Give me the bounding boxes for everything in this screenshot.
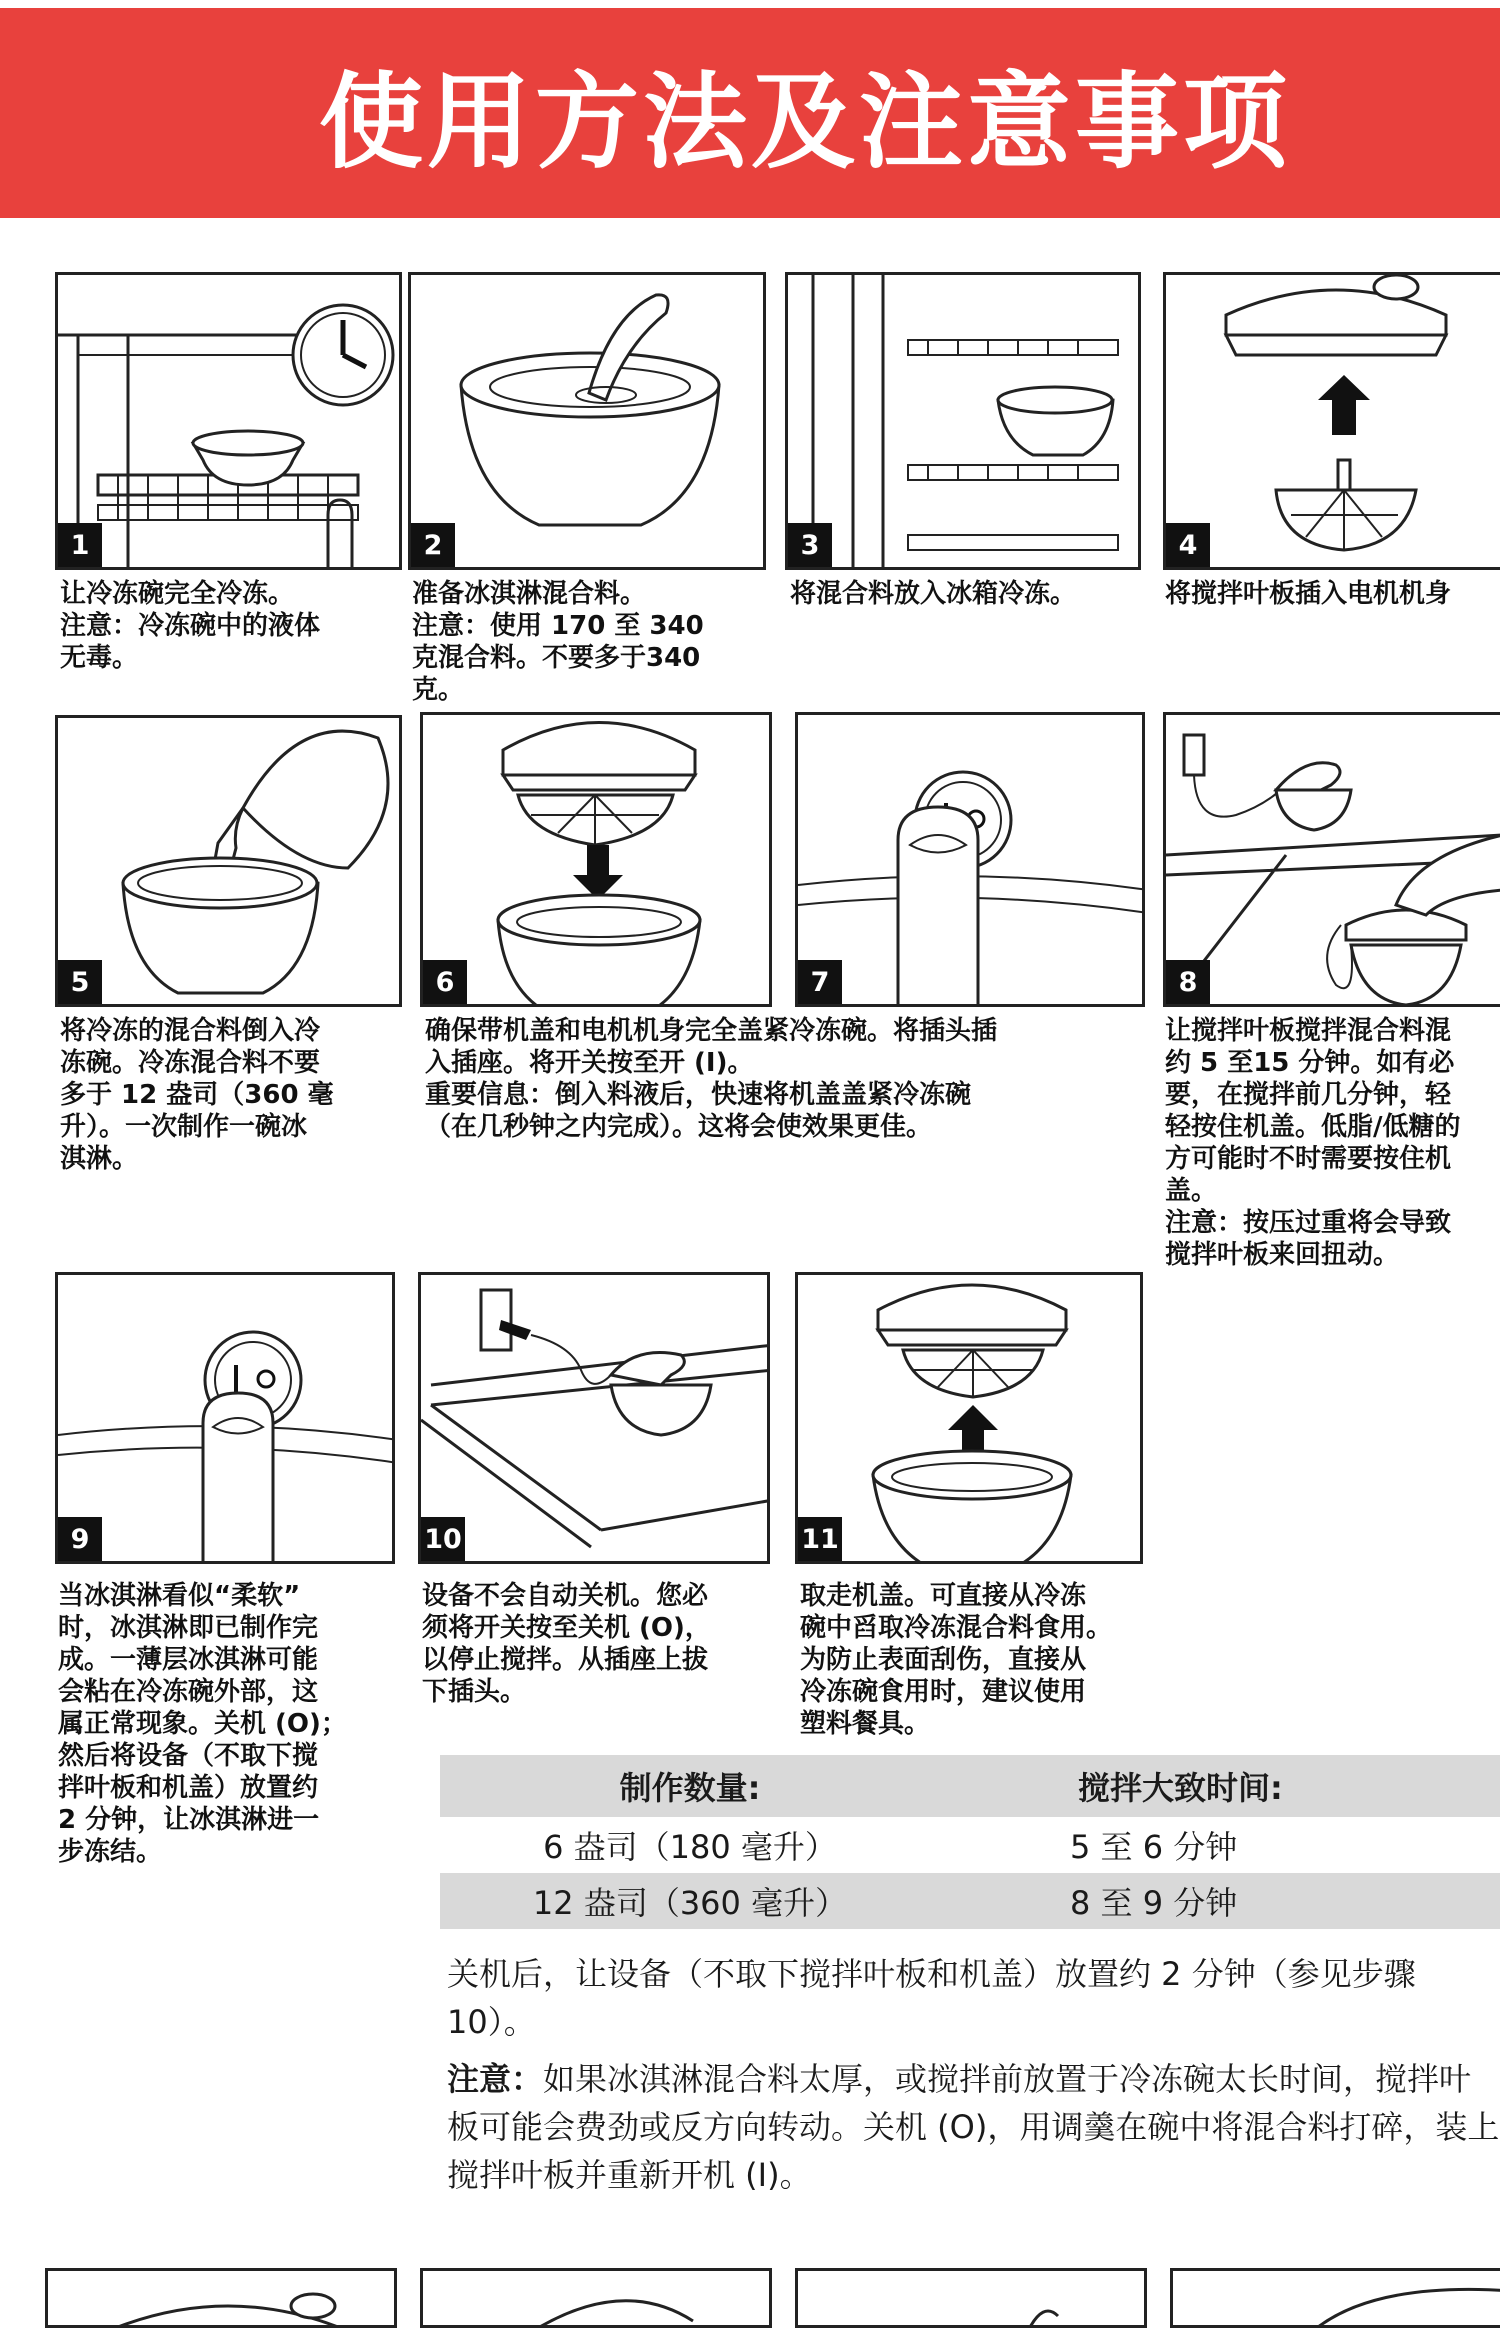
caution-note xyxy=(447,2055,1500,2199)
cell-time: 5 至 6 分钟 xyxy=(1070,1828,1238,1866)
partial-drawing xyxy=(423,2271,772,2328)
step-11-illustration xyxy=(795,1272,1143,1564)
step-2-caption: 准备冰淇淋混合料。 注意：使用 170 至 340 克混合料。不要多于340 克。 xyxy=(412,579,704,705)
cell-quantity: 6 盎司（180 毫升） xyxy=(543,1828,837,1866)
table-row xyxy=(440,1817,1500,1873)
partial-drawing xyxy=(798,2271,1147,2328)
step-number: 7 xyxy=(798,960,842,1004)
mixing-bowl-drawing xyxy=(411,275,766,570)
remove-lid-drawing xyxy=(798,1275,1143,1564)
header-quantity: 制作数量: xyxy=(619,1769,761,1807)
unplug-drawing xyxy=(421,1275,770,1564)
fridge-bowl-drawing xyxy=(788,275,1141,570)
step-1-illustration xyxy=(55,272,402,570)
step-4-illustration xyxy=(1163,272,1500,570)
step-8-illustration xyxy=(1163,712,1500,1007)
switch-on-drawing xyxy=(798,715,1145,1007)
step-8-caption: 让搅拌叶板搅拌混合料混 约 5 至15 分钟。如有必 要，在搅拌前几分钟，轻 轻按住机盖。低脂/低糖的 方可能时不时需要按住机 盖。 注意：按压过重将会导致 搅拌叶板来回扭动。 xyxy=(1165,1016,1461,1270)
step-9-illustration xyxy=(55,1272,395,1564)
step-number: 9 xyxy=(58,1517,102,1561)
mixing-time-table xyxy=(440,1755,1500,1929)
partial-lid-drawing xyxy=(48,2271,397,2328)
step-2-illustration xyxy=(408,272,766,570)
after-shutdown-note: 关机后，让设备（不取下搅拌叶板和机盖）放置约 2 分钟（参见步骤 10）。 xyxy=(447,1955,1416,2041)
step-number: 5 xyxy=(58,960,102,1004)
step-10-illustration xyxy=(418,1272,770,1564)
hold-lid-drawing xyxy=(1166,715,1500,1007)
caution-label: 注意： xyxy=(447,2060,544,2098)
caution-text: 如果冰淇淋混合料太厚，或搅拌前放置于冷冻碗太长时间，搅拌叶板可能会费劲或反方向转动。关机 (O)，用调羹在碗中将混合料打碎，装上搅拌叶板并重新开机 (I)。 xyxy=(447,2060,1500,2194)
table-header xyxy=(440,1755,1500,1817)
step-number: 4 xyxy=(1166,523,1210,567)
title-banner xyxy=(0,8,1500,218)
step-number: 6 xyxy=(423,960,467,1004)
step-number: 11 xyxy=(798,1517,842,1561)
pour-mix-drawing xyxy=(58,718,402,1007)
partial-drawing xyxy=(1173,2271,1500,2328)
cell-time: 8 至 9 分钟 xyxy=(1070,1884,1238,1922)
step-7-illustration xyxy=(795,712,1145,1007)
step-14-illustration xyxy=(795,2268,1147,2328)
step-5-illustration xyxy=(55,715,402,1007)
header-time: 搅拌大致时间: xyxy=(1078,1769,1283,1807)
step-number: 3 xyxy=(788,523,832,567)
step-3-caption: 将混合料放入冰箱冷冻。 xyxy=(790,579,1077,609)
step-13-illustration xyxy=(420,2268,772,2328)
paddle-insert-drawing xyxy=(1166,275,1500,570)
freezer-clock-drawing xyxy=(58,275,402,570)
step-number: 1 xyxy=(58,523,102,567)
switch-off-drawing xyxy=(58,1275,395,1564)
step-6-caption: 确保带机盖和电机机身完全盖紧冷冻碗。将插头插 入插座。将开关按至开 (I)。 重要信息：倒入料液后，快速将机盖盖紧冷冻碗 （在几秒钟之内完成）。这将会使效果更佳。 xyxy=(425,1016,998,1142)
step-3-illustration xyxy=(785,272,1141,570)
step-5-caption: 将冷冻的混合料倒入冷 冻碗。冷冻混合料不要 多于 12 盎司（360 毫 升）。一次制作一碗冰 淇淋。 xyxy=(60,1016,334,1174)
cell-quantity: 12 盎司（360 毫升） xyxy=(532,1884,848,1922)
step-9-caption: 当冰淇淋看似“柔软” 时，冰淇淋即已制作完 成。一薄层冰淇淋可能 会粘在冷冻碗外部，这 属正常现象。关机 (O)； 然后将设备（不取下搅 拌叶板和机盖）放置约 2 分钟，让冰淇淋进一 步冻结。 xyxy=(58,1581,347,1867)
step-4-caption: 将搅拌叶板插入电机机身 xyxy=(1165,579,1452,609)
lid-on-bowl-drawing xyxy=(423,715,772,1007)
page-title: 使用方法及注意事项 xyxy=(318,61,1291,183)
step-11-caption: 取走机盖。可直接从冷冻 碗中舀取冷冻混合料食用。 为防止表面刮伤，直接从 冷冻碗食用时，建议使用 塑料餐具。 xyxy=(800,1581,1113,1739)
step-1-caption: 让冷冻碗完全冷冻。 注意：冷冻碗中的液体 无毒。 xyxy=(60,579,321,673)
table-row xyxy=(440,1873,1500,1929)
step-number: 10 xyxy=(421,1517,465,1561)
step-15-illustration xyxy=(1170,2268,1500,2328)
step-12-illustration xyxy=(45,2268,397,2328)
step-number: 8 xyxy=(1166,960,1210,1004)
step-number: 2 xyxy=(411,523,455,567)
step-10-caption: 设备不会自动关机。您必 须将开关按至关机 (O)， 以停止搅拌。从插座上拔 下插头。 xyxy=(422,1581,711,1707)
step-6-illustration xyxy=(420,712,772,1007)
